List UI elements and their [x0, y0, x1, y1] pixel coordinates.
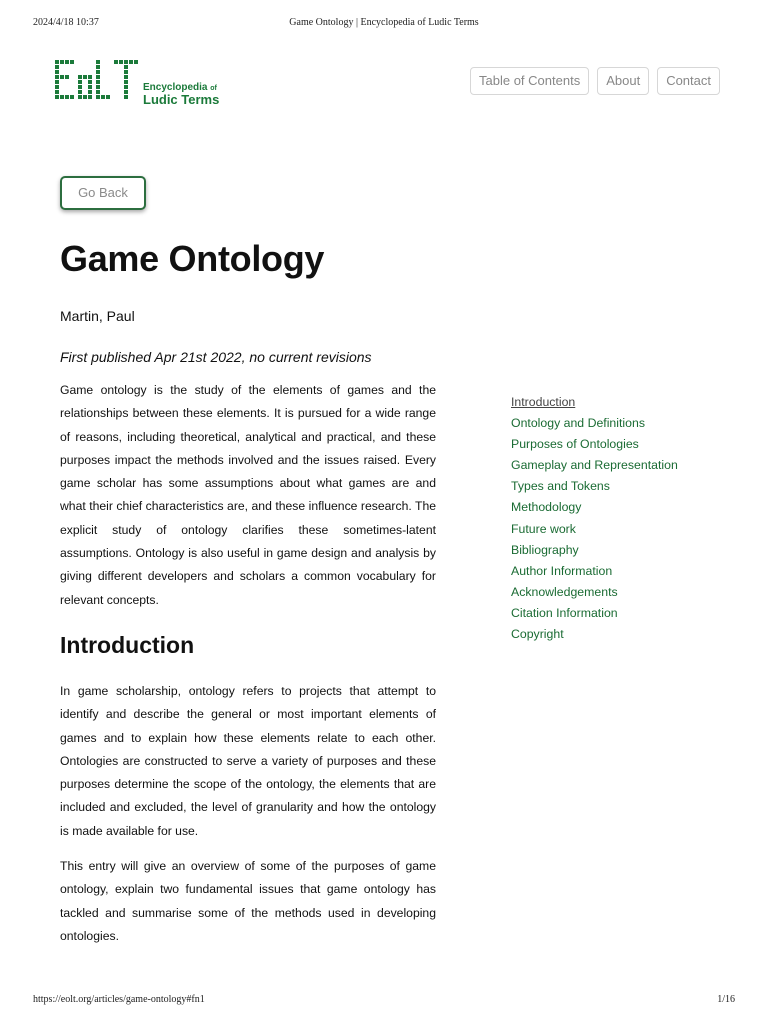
nav-about-button[interactable]: About: [597, 67, 649, 95]
print-page-number: 1/16: [717, 994, 735, 1005]
site-logo[interactable]: [55, 60, 220, 107]
abstract-paragraph: Game ontology is the study of the elements of games and the relationships between these elements. It is pursued for a wide range of reasons, including theoretical, analytical and practical, and these purposes impact the methods involved and the issues raised. Every game scholar has some assumptions about what games are and what their chief characteristics are, and these influence research. The explicit study of ontology clarifies these sometimes-latent assumptions. Ontology is also useful in game design and analysis by giving different developers and scholars a common vocabulary for relevant concepts.: [60, 383, 436, 607]
toc-link-ontology-and-definitions[interactable]: Ontology and Definitions: [511, 416, 645, 431]
toc-link-future-work[interactable]: Future work: [511, 521, 576, 536]
eolt-logo-mark: [55, 60, 141, 102]
print-footer: [0, 994, 768, 1008]
top-nav: [470, 67, 720, 95]
toc-link-acknowledgements[interactable]: Acknowledgements: [511, 584, 618, 599]
toc-link-types-and-tokens[interactable]: Types and Tokens: [511, 479, 610, 494]
nav-table-of-contents-button[interactable]: Table of Contents: [470, 67, 589, 95]
page-title: Game Ontology: [60, 238, 325, 279]
article-author: Martin, Paul: [60, 308, 135, 324]
publication-info: First published Apr 21st 2022, no current revisions: [60, 349, 372, 365]
print-date: 2024/4/18 10:37: [33, 17, 99, 28]
toc-link-introduction[interactable]: Introduction: [511, 395, 576, 409]
introduction-paragraph-2: This entry will give an overview of some of the purposes of game ontology, explain two fundamental issues that game ontology has tackled and summarise some of the methods used in developing ontologies.: [60, 859, 436, 943]
section-heading-introduction: Introduction: [60, 632, 195, 658]
print-page-title: Game Ontology | Encyclopedia of Ludic Terms: [289, 17, 479, 28]
toc-link-citation-information[interactable]: Citation Information: [511, 605, 618, 620]
logo-wordmark: [143, 60, 219, 106]
toc-link-author-information[interactable]: Author Information: [511, 563, 613, 578]
logo-word-encyclopedia: Encyclopedia: [143, 82, 208, 93]
nav-contact-button[interactable]: Contact: [657, 67, 720, 95]
toc-link-gameplay-and-representation[interactable]: Gameplay and Representation: [511, 458, 678, 473]
print-header: [0, 17, 768, 31]
go-back-button[interactable]: Go Back: [60, 176, 146, 210]
logo-word-of: of: [210, 85, 217, 92]
toc-link-copyright[interactable]: Copyright: [511, 627, 564, 642]
logo-line-2: Ludic Terms: [143, 91, 220, 107]
introduction-paragraph-1: In game scholarship, ontology refers to projects that attempt to identify and describe the general or most important elements of games and to explain how these elements relate to each other. Ontologies are constructed to serve a variety of purposes and these purposes determine the scope of the ontology, the elements that are included and excluded, the level of granularity and how the ontology is made available for use.: [60, 684, 436, 838]
toc-link-bibliography[interactable]: Bibliography: [511, 542, 579, 557]
toc-link-purposes-of-ontologies[interactable]: Purposes of Ontologies: [511, 437, 639, 452]
print-url: https://eolt.org/articles/game-ontology#fn1: [33, 994, 205, 1005]
table-of-contents-sidebar: [511, 394, 721, 647]
toc-link-methodology[interactable]: Methodology: [511, 500, 582, 515]
